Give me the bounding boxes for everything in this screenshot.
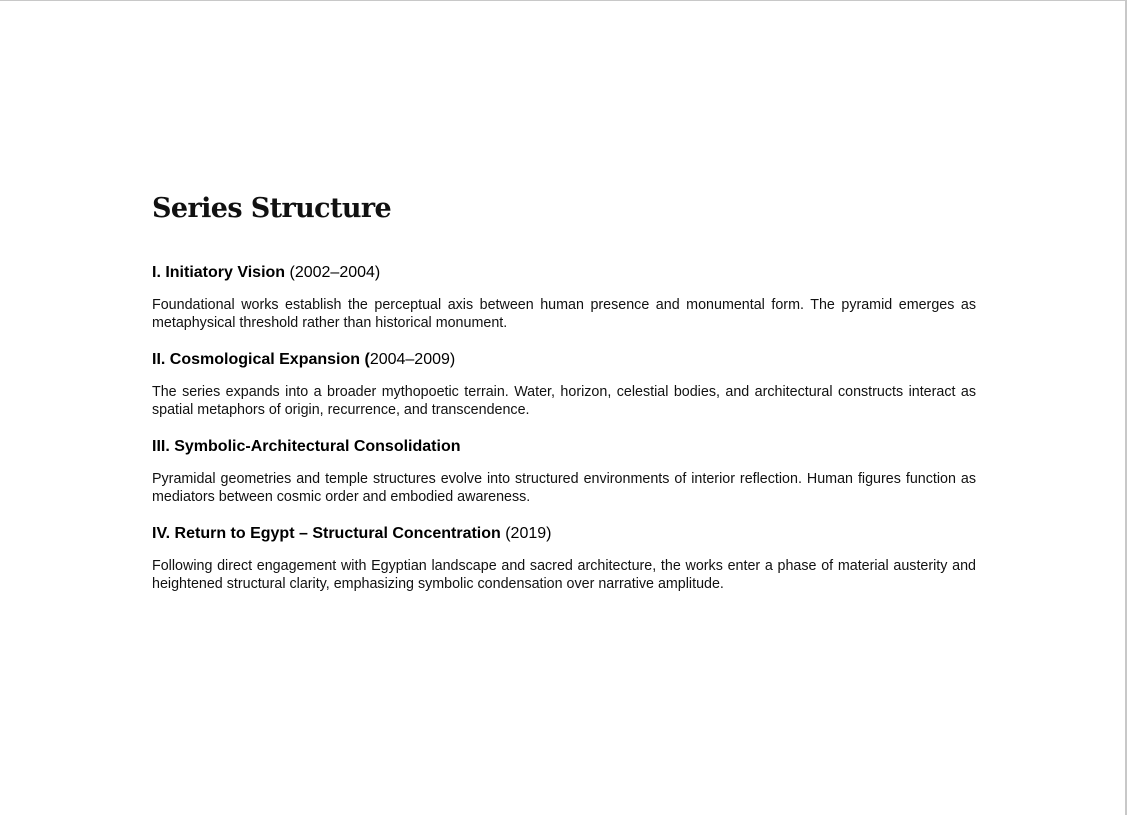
section-heading <box>152 263 976 283</box>
section-heading-label: II. Cosmological Expansion ( <box>152 351 370 368</box>
section-heading-dates: (2019) <box>500 525 552 542</box>
section-heading-dates: (2002–2004) <box>285 264 381 281</box>
section-return-to-egypt <box>152 524 976 593</box>
section-symbolic-architectural-consolidation <box>152 437 976 506</box>
section-heading <box>152 524 976 544</box>
section-cosmological-expansion <box>152 350 976 419</box>
page-title: Series Structure <box>152 193 392 224</box>
section-body: Pyramidal geometries and temple structures evolve into structured environments of interior reflection. Human figures function as mediators between cosmic order and embodied awareness. <box>152 471 976 505</box>
section-body: Following direct engagement with Egyptian landscape and sacred architecture, the works enter a phase of material austerity and heightened structural clarity, emphasizing symbolic condensation over narrative amplitude. <box>152 558 976 592</box>
section-heading-label: IV. Return to Egypt – Structural Concentration <box>152 525 501 542</box>
section-body: The series expands into a broader mythopoetic terrain. Water, horizon, celestial bodies, and architectural constructs interact as spatial metaphors of origin, recurrence, and transcendence. <box>152 384 976 418</box>
document-content <box>152 191 976 611</box>
section-initiatory-vision <box>152 263 976 332</box>
section-heading <box>152 350 976 370</box>
section-body: Foundational works establish the perceptual axis between human presence and monumental form. The pyramid emerges as metaphysical threshold rather than historical monument. <box>152 297 976 331</box>
section-heading-dates: 2004–2009) <box>369 351 456 368</box>
section-heading <box>152 437 976 457</box>
section-heading-label: I. Initiatory Vision <box>152 264 286 281</box>
section-heading-label: III. Symbolic-Architectural Consolidation <box>152 438 461 455</box>
